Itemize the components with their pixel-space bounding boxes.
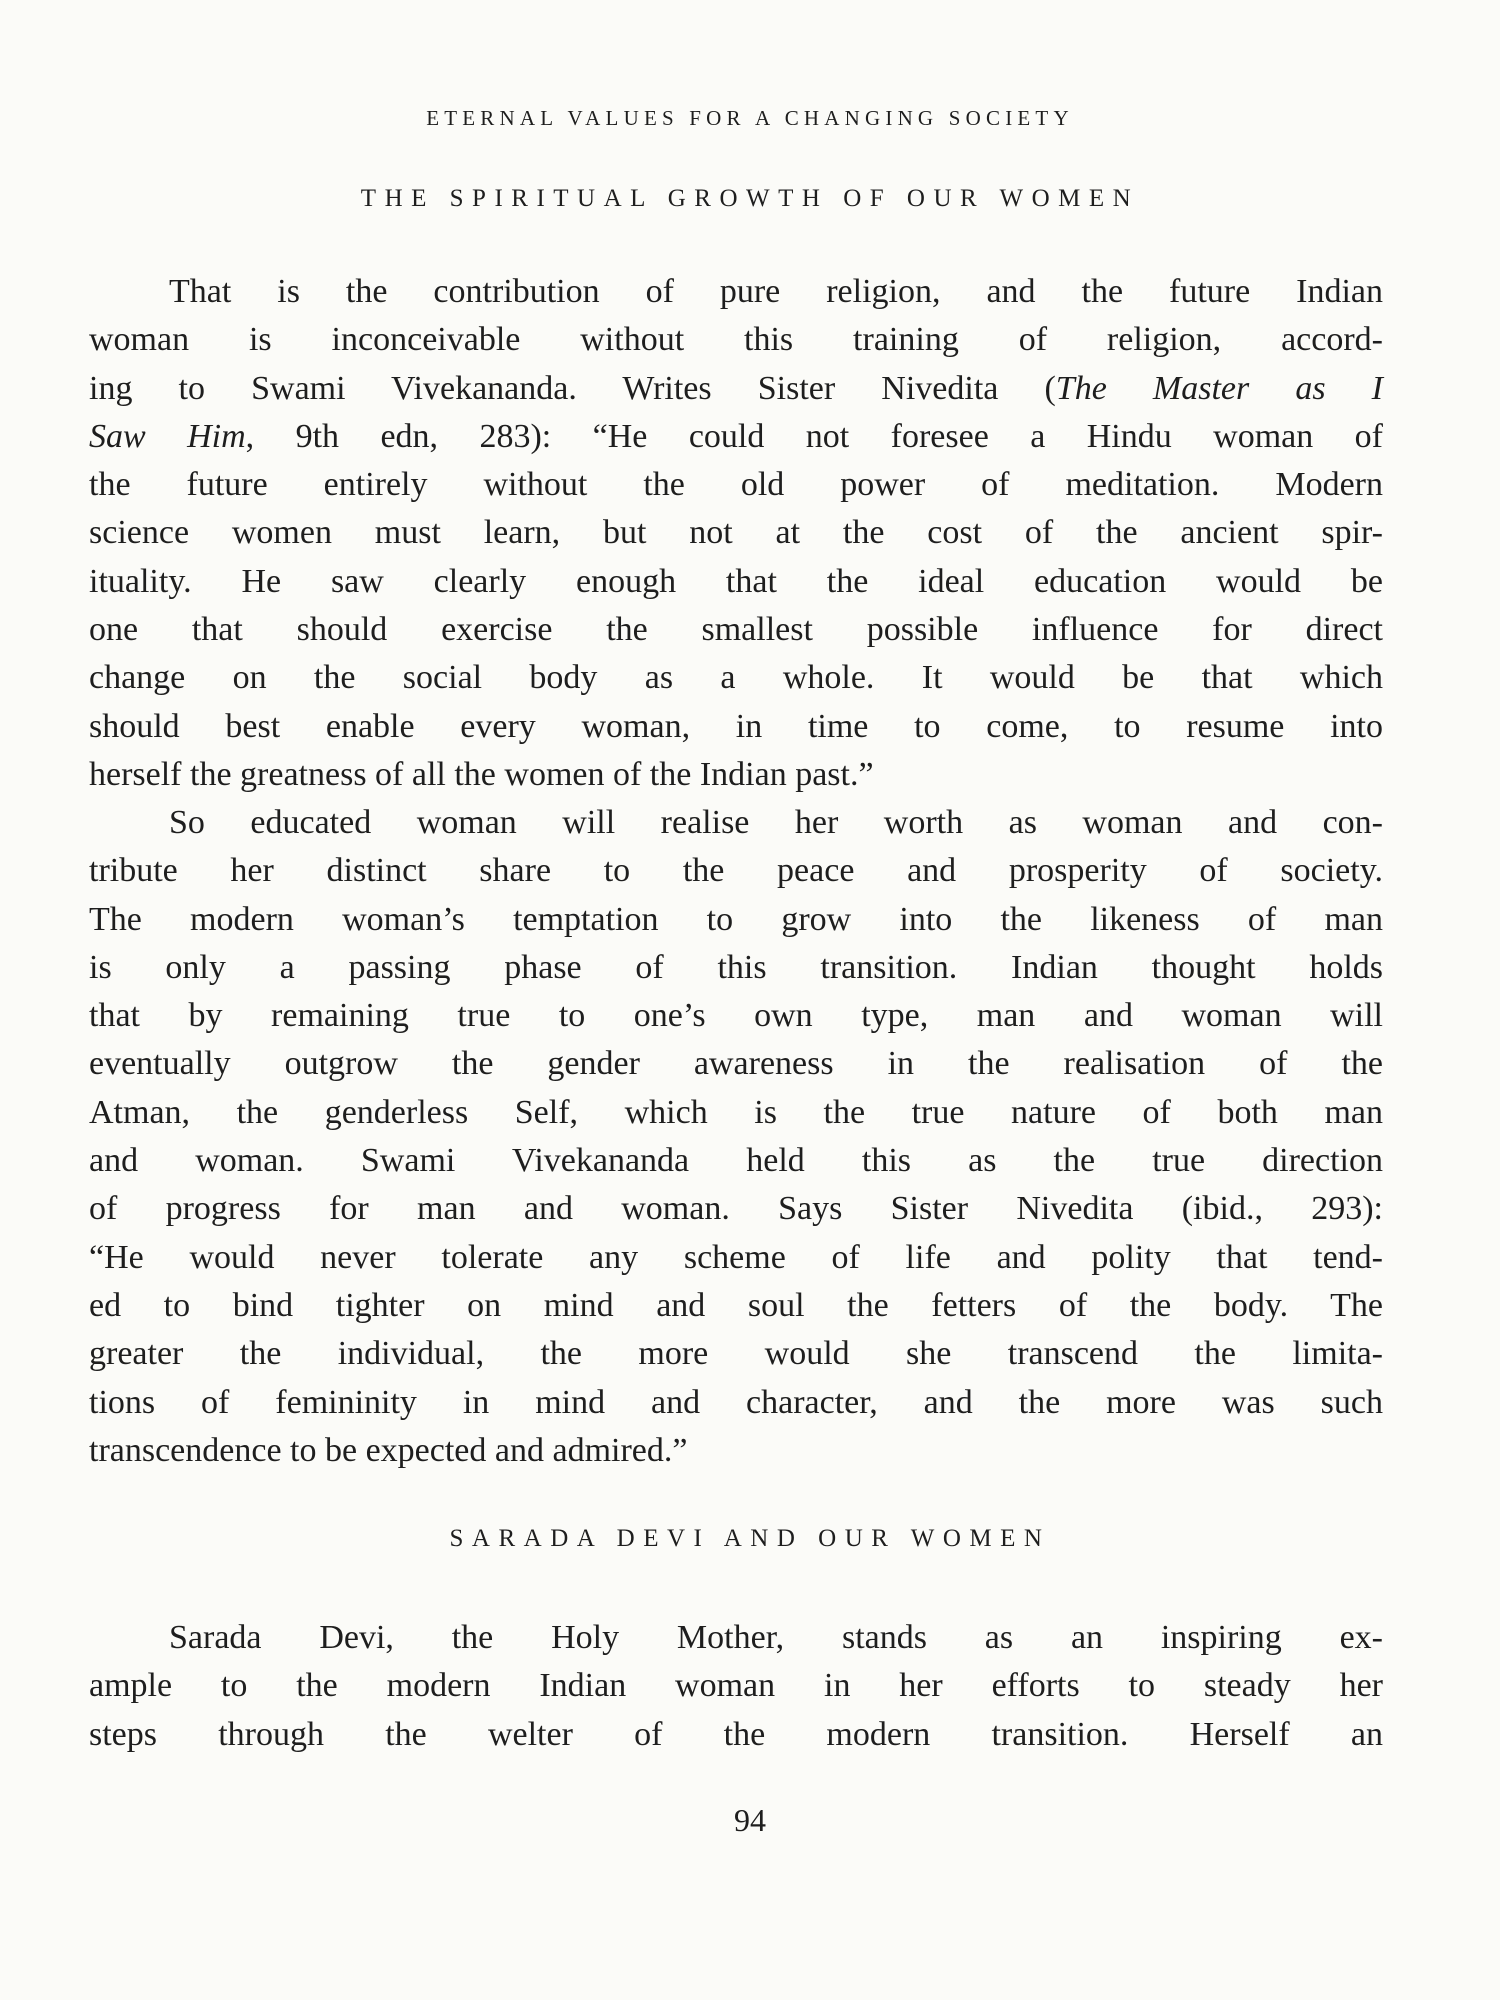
text-line: [89, 799, 1383, 847]
text-line: [89, 316, 1383, 364]
text-line: [89, 1614, 1383, 1662]
text-segment: ample to the modern Indian woman in her efforts to steady her: [89, 1667, 1383, 1705]
text-segment: that by remaining true to one’s own type, man and woman will: [89, 997, 1383, 1035]
text-segment: the future entirely without the old power of meditation. Modern: [89, 466, 1383, 504]
text-segment: change on the social body as a whole. It would be that which: [89, 659, 1383, 697]
text-segment: Atman, the genderless Self, which is the true nature of both man: [89, 1093, 1383, 1131]
text-segment: herself the greatness of all the women of the Indian past.”: [89, 755, 874, 793]
paragraph-3: [89, 1614, 1383, 1759]
text-segment: Sarada Devi, the Holy Mother, stands as an inspiring ex-: [169, 1619, 1383, 1656]
italic-title-text: Saw Him: [89, 417, 246, 455]
text-line: [89, 1234, 1383, 1282]
text-segment: tribute her distinct share to the peace and prosperity of society.: [89, 852, 1383, 890]
text-line: [89, 1185, 1383, 1233]
text-segment: “He would never tolerate any scheme of life and polity that tend-: [89, 1238, 1383, 1276]
text-segment: So educated woman will realise her worth as woman and con-: [169, 804, 1383, 841]
text-segment: of progress for man and woman. Says Sister Nivedita (ibid., 293):: [89, 1190, 1383, 1228]
text-segment: tions of femininity in mind and character, and the more was such: [89, 1383, 1383, 1421]
text-line: [89, 1379, 1383, 1427]
text-line: [89, 1427, 1383, 1475]
text-segment: steps through the welter of the modern transition. Herself an: [89, 1715, 1383, 1753]
text-segment: eventually outgrow the gender awareness in the realisation of the: [89, 1045, 1383, 1083]
text-segment: greater the individual, the more would she transcend the limita-: [89, 1335, 1383, 1373]
section-title-sarada-devi: SARADA DEVI AND OUR WOMEN: [449, 1525, 1051, 1552]
text-line: [89, 268, 1383, 316]
text-line: [89, 703, 1383, 751]
text-line: [89, 847, 1383, 895]
text-segment: science women must learn, but not at the cost of the ancient spir-: [89, 514, 1383, 552]
text-line: [89, 654, 1383, 702]
paragraph-2: [89, 799, 1383, 1475]
text-segment: woman is inconceivable without this training of religion, accord-: [89, 321, 1383, 359]
text-line: [89, 1282, 1383, 1330]
text-line: [89, 606, 1383, 654]
text-segment: transcendence to be expected and admired.”: [89, 1431, 688, 1469]
text-segment: one that should exercise the smallest possible influence for direct: [89, 611, 1383, 649]
text-segment: ituality. He saw clearly enough that the ideal education would be: [89, 562, 1383, 600]
text-segment: The modern woman’s temptation to grow into the likeness of man: [89, 900, 1383, 938]
text-line: [89, 896, 1383, 944]
text-line: [89, 1040, 1383, 1088]
page-number: 94: [734, 1802, 766, 1838]
text-segment: , 9th edn, 283): “He could not foresee a Hindu woman of: [245, 417, 1383, 455]
text-line: [89, 1330, 1383, 1378]
section-title-spiritual-growth: THE SPIRITUAL GROWTH OF OUR WOMEN: [360, 185, 1140, 212]
text-line: [89, 944, 1383, 992]
text-segment: and woman. Swami Vivekananda held this as the true direction: [89, 1142, 1383, 1180]
text-segment: should best enable every woman, in time to come, to resume into: [89, 707, 1383, 745]
text-line: [89, 558, 1383, 606]
text-line: [89, 1711, 1383, 1759]
text-line: [89, 1662, 1383, 1710]
italic-title-text: The Master as I: [1055, 369, 1383, 407]
text-line: [89, 365, 1383, 413]
text-segment: is only a passing phase of this transition. Indian thought holds: [89, 948, 1383, 986]
text-segment: ed to bind tighter on mind and soul the fetters of the body. The: [89, 1286, 1383, 1324]
text-line: [89, 1089, 1383, 1137]
text-line: [89, 509, 1383, 557]
text-line: [89, 1137, 1383, 1185]
text-segment: That is the contribution of pure religion, and the future Indian: [169, 273, 1383, 310]
paragraph-1: [89, 268, 1383, 799]
running-head: ETERNAL VALUES FOR A CHANGING SOCIETY: [426, 106, 1074, 130]
text-line: [89, 461, 1383, 509]
text-segment: ing to Swami Vivekananda. Writes Sister Nivedita (: [89, 369, 1056, 407]
text-line: [89, 413, 1383, 461]
text-line: [89, 992, 1383, 1040]
text-line: [89, 751, 1383, 799]
